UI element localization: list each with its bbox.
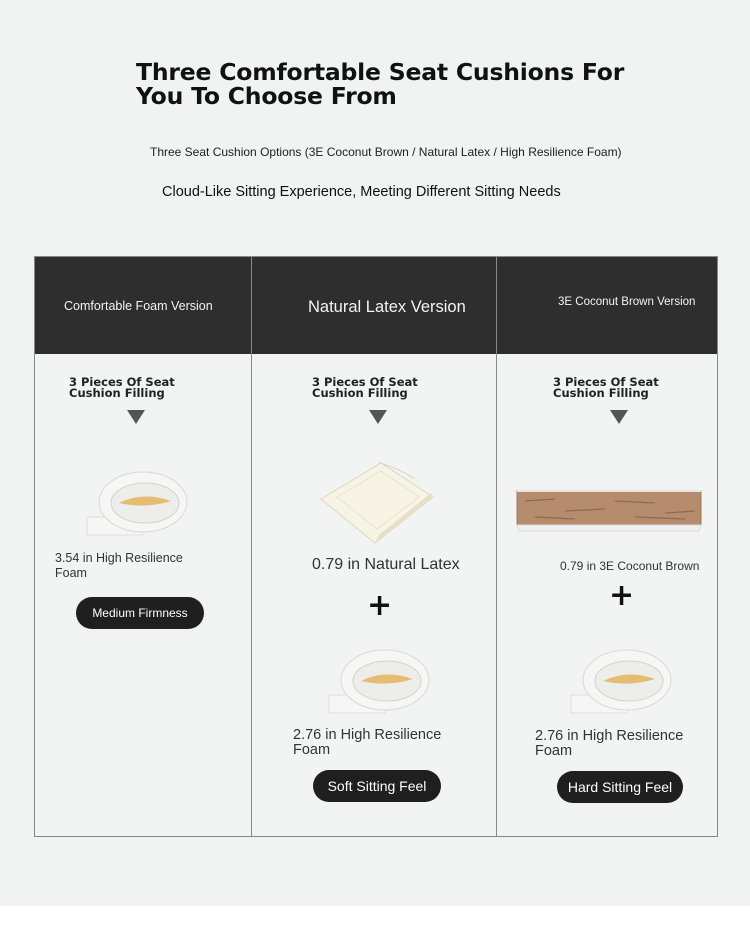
arrow-down-icon (369, 410, 387, 424)
arrow-down-icon (127, 410, 145, 424)
coconut-pad-icon (515, 489, 705, 533)
layer-label-foam: 3.54 in High Resilience Foam (55, 551, 183, 580)
column-divider (496, 257, 497, 836)
header-foam-version: Comfortable Foam Version (64, 299, 213, 313)
layer-label-latex-foam: 2.76 in High Resilience Foam (293, 727, 442, 758)
layer-label-coconut-foam: 2.76 in High Resilience Foam (535, 728, 684, 759)
foam-roll-icon (325, 645, 435, 715)
filling-label-latex: 3 Pieces Of Seat Cushion Filling (312, 375, 418, 400)
latex-sheet-icon (319, 457, 439, 547)
layer-label-latex: 0.79 in Natural Latex (312, 556, 460, 573)
foam-roll-icon (83, 467, 193, 537)
page-title: Three Comfortable Seat Cushions For You To Choose From (136, 58, 625, 110)
plus-icon: + (367, 588, 393, 623)
plus-icon: + (609, 578, 635, 613)
arrow-down-icon (610, 410, 628, 424)
header-latex-version: Natural Latex Version (308, 298, 466, 316)
filling-label-coconut: 3 Pieces Of Seat Cushion Filling (553, 375, 659, 400)
feel-badge-medium: Medium Firmness (76, 597, 204, 629)
foam-roll-icon (567, 645, 677, 715)
feel-badge-soft: Soft Sitting Feel (313, 770, 441, 802)
layer-label-coconut: 0.79 in 3E Coconut Brown (560, 559, 700, 573)
page-subtitle: Three Seat Cushion Options (3E Coconut Brown / Natural Latex / High Resilience Foam) (150, 145, 622, 159)
feel-badge-hard: Hard Sitting Feel (557, 771, 683, 803)
comparison-table (34, 256, 718, 837)
header-coconut-version: 3E Coconut Brown Version (558, 296, 696, 308)
column-divider (251, 257, 252, 836)
page-tagline: Cloud-Like Sitting Experience, Meeting Different Sitting Needs (162, 184, 561, 200)
filling-label-foam: 3 Pieces Of Seat Cushion Filling (69, 375, 175, 400)
